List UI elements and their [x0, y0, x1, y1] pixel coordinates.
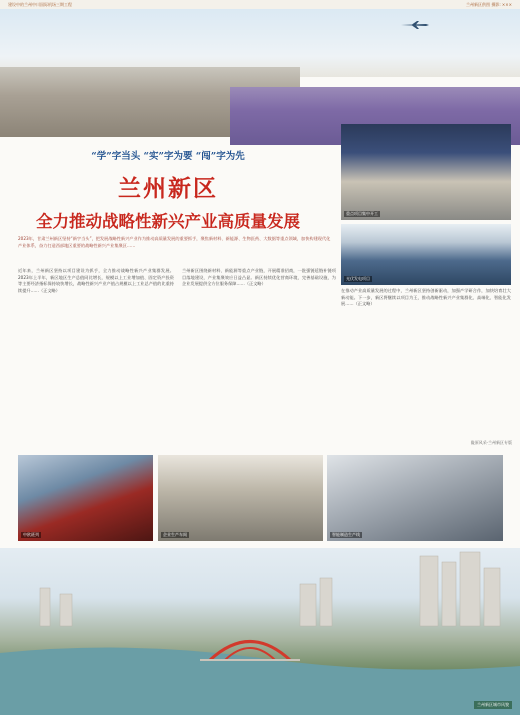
skyline-graphic [0, 548, 520, 715]
photo-caption: 重点项目集中开工 [346, 211, 378, 216]
header-left-caption: 建设中的兰州中川国际机场三期工程 [8, 2, 72, 7]
lead-paragraph: 2023年，甘肃兰州新区坚持“新字当头”，把发展战略性新兴产业作为推动高质量发展的重要抓手，聚焦新材料、新能源、生物医药、大数据等重点领域，加快构建现代化产业体系，奋力打造西部地区重要的战略性新兴产业集聚区…… [18, 236, 331, 248]
meeting-photo [341, 124, 511, 220]
headline-main: 兰州新区 [118, 175, 218, 202]
city-panorama [0, 548, 520, 715]
factory-photo [158, 455, 323, 541]
body-column-3: 在推动产业高质量发展的过程中，兰州新区坚持创新驱动，加强产学研合作，加快培育壮大新动能。下一步，新区将继续以项目为王，推动战略性新兴产业集群化、高端化、智能化发展……（正文略） [341, 288, 511, 307]
airplane-icon [400, 21, 430, 29]
solar-panels-photo [341, 224, 511, 285]
body-column-1: 近年来，兰州新区坚持以项目建设为抓手，全力推动战略性新兴产业集群发展。2023年上半年，新区地区生产总值同比增长，规模以上工业增加值、固定资产投资等主要经济指标保持较快增长，战略性新兴产业产值占规模以上工业总产值的比重持续提升……（正文略） [18, 268, 174, 294]
headline-sub: 全力推动战略性新兴产业高质量发展 [36, 212, 300, 231]
production-line-photo [327, 455, 503, 541]
photo-caption: 中欧班列 [23, 532, 39, 537]
byline: 陇原风采·兰州新区专版 [470, 440, 512, 445]
slogan: “学”字当头 “实”字为要 “闯”字为先 [91, 151, 245, 162]
body-column-2: 兰州新区围绕新材料、新能源等重点产业链，开展精准招商，一批强链延链补链项目落地建设，产业集聚效应日益凸显。新区持续优化营商环境，完善基础设施，为企业发展提供全方位服务保障……（正文略） [182, 268, 336, 287]
photo-caption: 智能制造生产线 [332, 532, 360, 537]
photo-caption: 光伏发电项目 [346, 276, 370, 281]
header-right-caption: 兰州新区供图 摄影: ××× [466, 2, 512, 7]
photo-caption: 企业生产车间 [163, 532, 187, 537]
page-label: 兰州新区城市风貌 [474, 701, 512, 709]
freight-train-photo [18, 455, 153, 541]
